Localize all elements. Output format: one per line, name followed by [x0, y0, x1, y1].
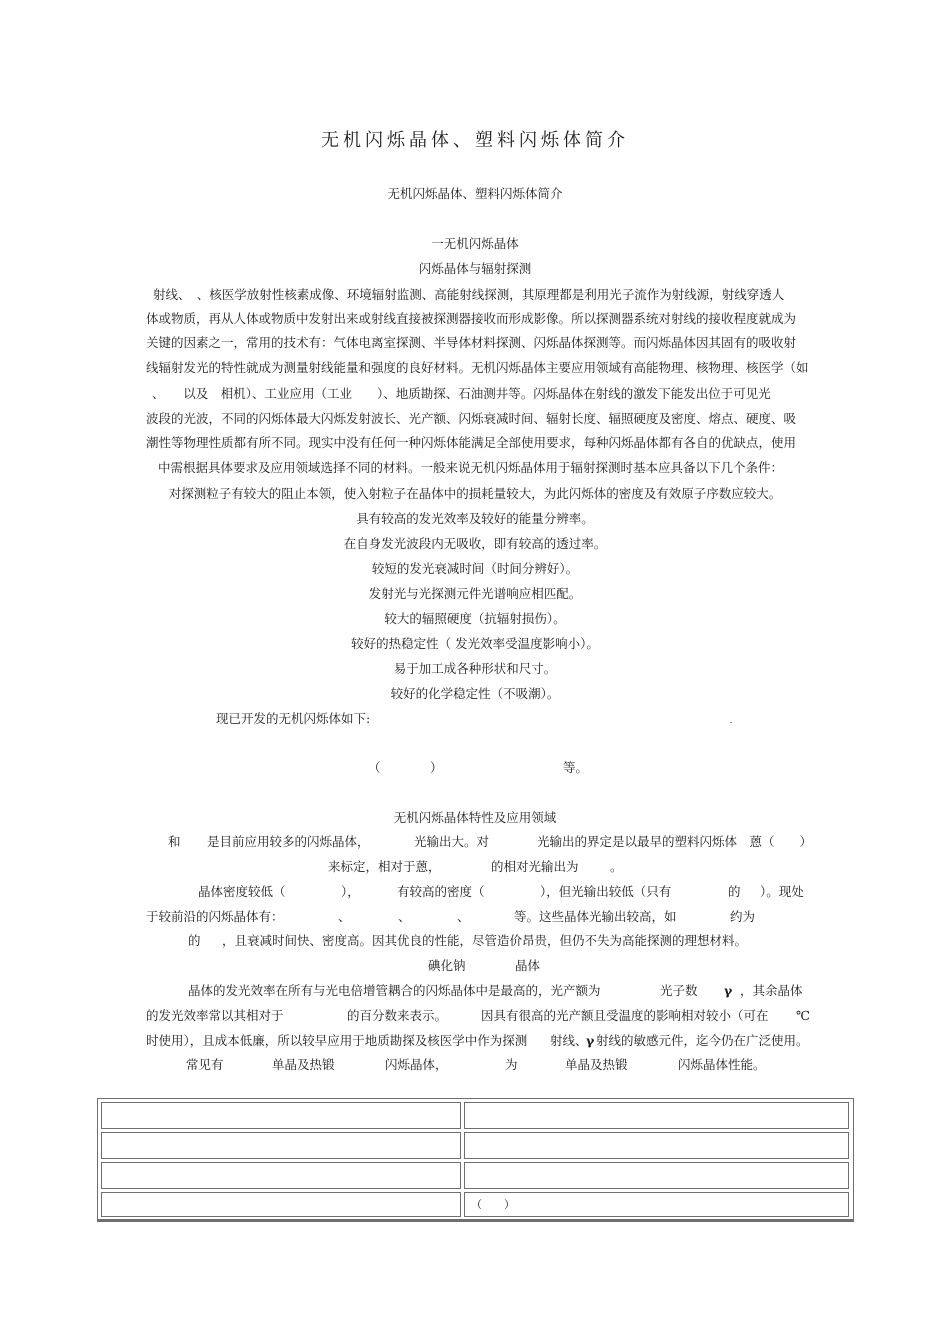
text-segment: 晶体密度较低（ — [198, 884, 286, 899]
table-cell — [101, 1102, 461, 1129]
text-segment: 为 — [505, 1057, 518, 1072]
text-segment: 的相对光输出为 — [491, 859, 579, 874]
text-segment: 时使用），且成本低廉，所以较早应用于地质勘探及核医学中作为探测 — [146, 1033, 528, 1048]
text-segment: 闪烁晶体性能。 — [678, 1057, 766, 1072]
paragraph-line: 射线、 、核医学放射性核素成像、环境辐射监测、高能射线探测，其原理都是利用光子流作为射线源，射线穿透人 — [153, 287, 785, 302]
text-segment: ），但光输出较低（只有 — [540, 884, 672, 899]
stray-mark — [730, 722, 732, 723]
text-segment: 。 — [610, 859, 623, 874]
text-segment: 射线的敏感元件，迄今仍在广泛使用。 — [596, 1033, 809, 1048]
text-segment: 的 — [188, 933, 201, 948]
table-cell — [464, 1132, 849, 1159]
section-heading-nai: 碘化钠 — [428, 958, 466, 973]
text-segment: 的发光效率常以其相对于 — [146, 1008, 284, 1023]
text-segment: 、 — [398, 909, 411, 924]
text-segment: 于较前沿的闪烁晶体有： — [146, 909, 284, 924]
text-segment: ，其余晶体 — [740, 983, 803, 998]
table-cell — [101, 1192, 461, 1217]
text-segment: 有较高的密度（ — [397, 884, 485, 899]
table-cell — [101, 1162, 461, 1189]
table-cell: （ ） — [464, 1192, 849, 1217]
text-segment: 常见有 — [186, 1057, 224, 1072]
text-segment: 来标定，相对于蒽， — [328, 859, 441, 874]
paragraph-line: 线辐射发光的特性就成为测量射线能量和强度的良好材料。无机闪烁晶体主要应用领域有高能物理、核物理、核医学（如 — [146, 360, 809, 375]
text-segment: 的百分数来表示。 — [347, 1008, 448, 1023]
text-segment: 因具有很高的光产额且受温度的影响相对较小（可在 — [481, 1008, 769, 1023]
condition-item: 易于加工成各种形状和尺寸。 — [393, 661, 557, 676]
table-cell — [464, 1162, 849, 1189]
text-segment: ）。现处 — [760, 884, 804, 899]
text-segment: ，且衰减时间快、密度高。因其优良的性能，尽管造价昂贵，但仍不失为高能探测的理想材料。 — [222, 933, 748, 948]
text-segment: 和 — [168, 834, 181, 849]
condition-item: 发射光与光探测元件光谱响应相匹配。 — [368, 586, 582, 601]
text-segment: 射线、 — [550, 1033, 588, 1048]
document-title: 无机闪烁晶体、塑料闪烁体简介 — [321, 130, 629, 151]
text-segment: 光输出的界定是以最早的塑料闪烁体 蒽（ ） — [537, 834, 813, 849]
developed-intro: 现已开发的无机闪烁体如下: — [216, 711, 371, 726]
text-segment: 晶体的发光效率在所有与光电倍增管耦合的闪烁晶体中是最高的，光产额为 — [188, 983, 601, 998]
developed-etc: 等。 — [563, 760, 589, 775]
text-segment: 是目前应用较多的闪烁晶体， — [207, 834, 370, 849]
paragraph-line: 波段的光波，不同的闪烁体最大闪烁发射波长、光产额、闪烁衰减时间、辐射长度、辐照硬度及密度、熔点、硬度、吸 — [146, 411, 797, 426]
paragraph-line: 、 以及 相机）、工业应用（工业 ）、地质勘探、石油测井等。闪烁晶体在射线的激发下能发出位于可见光 — [152, 386, 771, 401]
text-segment: 、 — [457, 909, 470, 924]
text-segment: 等。这些晶体光输出较高，如 — [514, 909, 677, 924]
text-segment: ℃ — [796, 1008, 810, 1023]
section-heading-nai-crystal: 晶体 — [515, 958, 541, 973]
condition-item: 对探测粒子有较大的阻止本领，使入射粒子在晶体中的损耗量较大，为此闪烁体的密度及有效原子序数应较大。 — [168, 486, 782, 501]
text-segment: 闪烁晶体， — [385, 1057, 448, 1072]
section-subheading-detection: 闪烁晶体与辐射探测 — [418, 261, 532, 276]
condition-item: 较大的辐照硬度（抗辐射损伤）。 — [384, 611, 566, 626]
condition-item: 较短的发光衰减时间（时间分辨好）。 — [371, 561, 579, 576]
table-cell — [464, 1102, 849, 1129]
properties-table — [97, 1098, 854, 1222]
document-subtitle: 无机闪烁晶体、塑料闪烁体简介 — [387, 186, 563, 201]
gamma-symbol: γ — [724, 983, 733, 998]
text-segment: 单晶及热锻 — [272, 1057, 335, 1072]
text-segment: 的 — [728, 884, 741, 899]
paragraph-line: 关键的因素之一，常用的技术有：气体电离室探测、半导体材料探测、闪烁晶体探测等。而闪烁晶体因其固有的吸收射 — [146, 335, 797, 350]
table-cell — [101, 1132, 461, 1159]
developed-paren-close: ） — [430, 760, 443, 775]
gamma-symbol: γ — [586, 1033, 595, 1048]
paragraph-line: 体或物质，再从人体或物质中发射出来或射线直接被探测器接收而形成影像。所以探测器系统对射线的接收程度就成为 — [146, 311, 797, 326]
section-heading-properties: 无机闪烁晶体特性及应用领域 — [393, 810, 557, 825]
condition-item: 较好的热稳定性（ 发光效率受温度影响小）。 — [351, 636, 599, 651]
paragraph-line: 中需根据具体要求及应用领域选择不同的材料。一般来说无机闪烁晶体用于辐射探测时基本应具备以下几个条件： — [158, 460, 784, 475]
condition-item: 在自身发光波段内无吸收，即有较高的透过率。 — [343, 536, 607, 551]
paragraph-line: 潮性等物理性质都有所不同。现实中没有任何一种闪烁体能满足全部使用要求，每种闪烁晶体都有各自的优缺点，使用 — [146, 435, 797, 450]
text-segment: ）， — [341, 884, 360, 899]
condition-item: 具有较高的发光效率及较好的能量分辨率。 — [356, 511, 594, 526]
developed-paren-open: （ — [368, 760, 381, 775]
text-segment: 光输出大。对 — [414, 834, 490, 849]
section-heading-inorganic: 一无机闪烁晶体 — [431, 236, 519, 251]
text-segment: 约为 — [730, 909, 756, 924]
text-segment: 光子数 — [660, 983, 698, 998]
text-segment: 单晶及热锻 — [565, 1057, 628, 1072]
condition-item: 较好的化学稳定性（不吸潮）。 — [390, 686, 560, 701]
text-segment: 、 — [338, 909, 351, 924]
